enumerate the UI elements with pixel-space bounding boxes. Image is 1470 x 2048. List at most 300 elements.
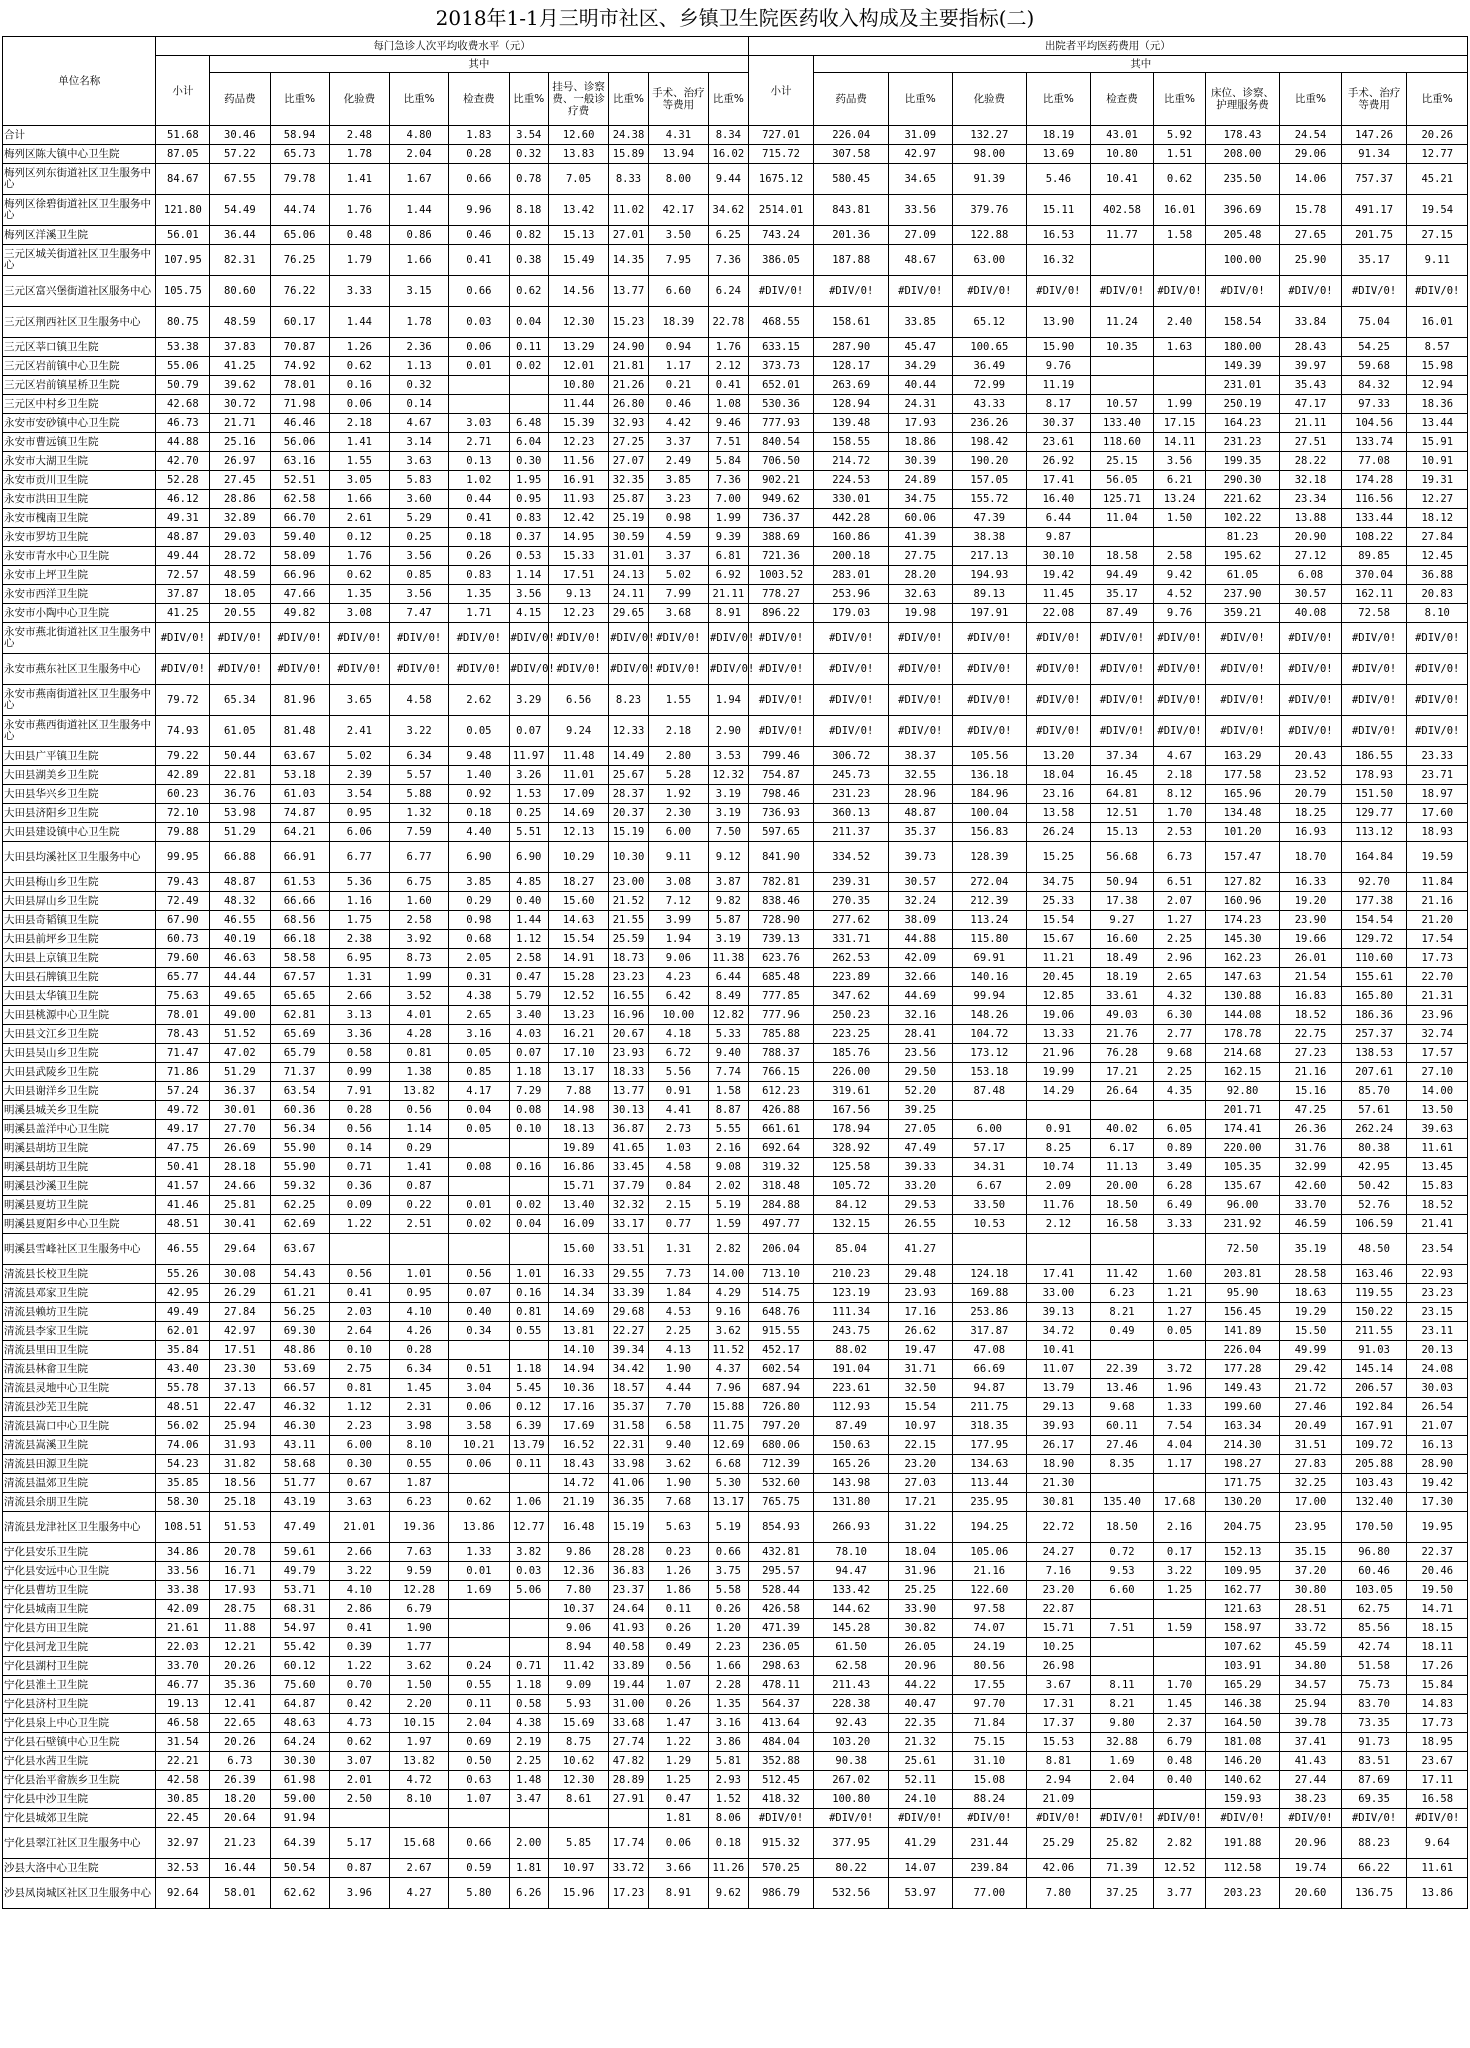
value-cell: #DIV/0! [888,685,952,716]
value-cell: 57.22 [210,145,270,164]
value-cell: 58.58 [270,949,329,968]
value-cell: 3.29 [509,685,548,716]
value-cell: 23.95 [1280,1512,1341,1543]
value-cell: 5.56 [648,1063,708,1082]
value-cell: 14.49 [609,747,648,766]
value-cell: 15.90 [1027,338,1091,357]
value-cell: 11.04 [1090,509,1154,528]
value-cell: 20.78 [210,1543,270,1562]
table-row [3,1322,1468,1341]
value-cell: 14.34 [548,1284,608,1303]
value-cell: 1.14 [509,566,548,585]
value-cell: 0.44 [449,490,509,509]
value-cell: 14.10 [548,1341,608,1360]
unit-name-cell: 合计 [3,126,156,145]
value-cell: 62.58 [270,490,329,509]
value-cell: 21.41 [1407,1215,1468,1234]
table-row [3,968,1468,987]
value-cell: 8.10 [1407,604,1468,623]
value-cell: 1.35 [449,585,509,604]
value-cell: 8.91 [648,1878,708,1909]
value-cell: 18.13 [548,1120,608,1139]
value-cell: 31.76 [1280,1139,1341,1158]
table-row [3,307,1468,338]
unit-name-cell: 宁化县城南卫生院 [3,1600,156,1619]
value-cell: 18.15 [1407,1619,1468,1638]
value-cell [1090,357,1154,376]
value-cell: #DIV/0! [449,654,509,685]
unit-name-cell: 宁化县淮土卫生院 [3,1676,156,1695]
value-cell: 87.69 [1341,1771,1407,1790]
value-cell: 47.17 [1280,395,1341,414]
value-cell: 12.52 [1154,1859,1206,1878]
value-cell: 4.53 [648,1303,708,1322]
value-cell: #DIV/0! [270,654,329,685]
value-cell: 1.83 [449,126,509,145]
value-cell: 7.68 [648,1493,708,1512]
value-cell: 125.71 [1090,490,1154,509]
value-cell: 66.66 [270,892,329,911]
value-cell: 28.72 [210,547,270,566]
value-cell: 18.39 [648,307,708,338]
value-cell: 53.69 [270,1360,329,1379]
value-cell [952,1101,1027,1120]
value-cell: 12.77 [1407,145,1468,164]
value-cell: 2.01 [329,1771,389,1790]
value-cell: 164.23 [1205,414,1280,433]
value-cell: #DIV/0! [509,654,548,685]
unit-name-cell: 大田县广平镇卫生院 [3,747,156,766]
value-cell: 5.79 [509,987,548,1006]
value-cell: 9.80 [1090,1714,1154,1733]
value-cell: 29.03 [210,528,270,547]
value-cell: 22.45 [156,1809,210,1828]
unit-name-cell: 永安市燕南街道社区卫生服务中心 [3,685,156,716]
value-cell: 33.70 [1280,1196,1341,1215]
value-cell: 0.03 [449,307,509,338]
value-cell: 7.51 [709,433,749,452]
value-cell: 777.85 [748,987,814,1006]
value-cell: 19.13 [156,1695,210,1714]
table-row [3,145,1468,164]
value-cell: 205.88 [1341,1455,1407,1474]
table-row [3,1120,1468,1139]
value-cell: 1.55 [648,685,708,716]
value-cell: 51.68 [156,126,210,145]
value-cell: 7.63 [390,1543,449,1562]
value-cell: 34.42 [609,1360,648,1379]
value-cell [1027,1101,1091,1120]
value-cell: 26.69 [210,1139,270,1158]
value-cell: 7.59 [390,823,449,842]
value-cell: 63.00 [952,245,1027,276]
value-cell: 23.30 [210,1360,270,1379]
value-cell: 121.63 [1205,1600,1280,1619]
value-cell: 165.26 [814,1455,889,1474]
value-cell: 19.98 [888,604,952,623]
value-cell: 48.51 [156,1398,210,1417]
value-cell: 413.64 [748,1714,814,1733]
value-cell: 21.30 [1027,1474,1091,1493]
value-cell: 530.36 [748,395,814,414]
value-cell: 3.63 [329,1493,389,1512]
value-cell: 27.45 [210,471,270,490]
value-cell: 949.62 [748,490,814,509]
value-cell: 178.94 [814,1120,889,1139]
value-cell: 29.65 [609,604,648,623]
value-cell: 145.14 [1341,1360,1407,1379]
value-cell: 21.16 [1407,892,1468,911]
value-cell: 8.87 [709,1101,749,1120]
value-cell: 5.46 [1027,164,1091,195]
value-cell: 23.61 [1027,433,1091,452]
value-cell: 1.41 [329,164,389,195]
value-cell: 15.19 [609,823,648,842]
value-cell: 158.54 [1205,307,1280,338]
value-cell: 106.59 [1341,1215,1407,1234]
value-cell: #DIV/0! [449,623,509,654]
value-cell: 0.55 [509,1322,548,1341]
value-cell: 8.94 [548,1638,608,1657]
value-cell: 6.25 [709,226,749,245]
value-cell: 11.21 [1027,949,1091,968]
value-cell: 0.37 [509,528,548,547]
value-cell: 74.06 [156,1436,210,1455]
value-cell: #DIV/0! [210,654,270,685]
value-cell: 15.19 [609,1512,648,1543]
value-cell: 478.11 [748,1676,814,1695]
value-cell: 28.51 [1280,1600,1341,1619]
value-cell: 788.37 [748,1044,814,1063]
unit-name-cell: 永安市上坪卫生院 [3,566,156,585]
value-cell: 15.83 [1407,1177,1468,1196]
table-row [3,1284,1468,1303]
value-cell: 21.16 [952,1562,1027,1581]
value-cell: 0.32 [390,376,449,395]
value-cell: 1.76 [329,547,389,566]
value-cell: 1.96 [1154,1379,1206,1398]
value-cell [509,1341,548,1360]
value-cell: 88.24 [952,1790,1027,1809]
value-cell: 597.65 [748,823,814,842]
value-cell: 14.56 [548,276,608,307]
value-cell: 245.73 [814,766,889,785]
value-cell: 140.62 [1205,1771,1280,1790]
value-cell: 19.42 [1027,566,1091,585]
value-cell: 11.07 [1027,1360,1091,1379]
value-cell: 564.37 [748,1695,814,1714]
value-cell: 34.62 [709,195,749,226]
value-cell: 277.62 [814,911,889,930]
value-cell: 14.94 [548,1360,608,1379]
value-cell: 17.21 [888,1493,952,1512]
value-cell [1154,1657,1206,1676]
value-cell: 211.37 [814,823,889,842]
value-cell: 34.86 [156,1543,210,1562]
value-cell: 6.00 [952,1120,1027,1139]
value-cell: 12.30 [548,307,608,338]
value-cell: 128.17 [814,357,889,376]
value-cell: 0.23 [648,1543,708,1562]
value-cell: 3.23 [648,490,708,509]
inpatient-subtotal-header: 小计 [748,56,814,126]
value-cell: 843.81 [814,195,889,226]
value-cell: 0.12 [329,528,389,547]
table-row [3,566,1468,585]
value-cell: 1.53 [509,785,548,804]
value-cell: 236.05 [748,1638,814,1657]
value-cell: 2.16 [1154,1512,1206,1543]
value-cell: 3.16 [709,1714,749,1733]
value-cell: 0.03 [509,1562,548,1581]
value-cell: #DIV/0! [156,623,210,654]
value-cell: 0.83 [449,566,509,585]
value-cell: 34.57 [1280,1676,1341,1695]
value-cell: 0.24 [449,1657,509,1676]
value-cell: 27.44 [1280,1771,1341,1790]
value-cell: 8.34 [709,126,749,145]
value-cell: 257.37 [1341,1025,1407,1044]
table-row [3,509,1468,528]
value-cell: 27.75 [888,547,952,566]
value-cell: 1.67 [390,164,449,195]
value-cell: 17.31 [1027,1695,1091,1714]
value-cell: 1.45 [1154,1695,1206,1714]
table-row [3,1562,1468,1581]
unit-name-cell: 清流县长校卫生院 [3,1265,156,1284]
value-cell: 491.17 [1341,195,1407,226]
value-cell: 239.31 [814,873,889,892]
value-cell: 15.71 [1027,1619,1091,1638]
value-cell: #DIV/0! [648,654,708,685]
value-cell: #DIV/0! [548,654,608,685]
value-cell: 13.77 [609,1082,648,1101]
value-cell: 18.57 [609,1379,648,1398]
value-cell: 16.21 [548,1025,608,1044]
value-cell: 307.58 [814,145,889,164]
unit-name-cell: 永安市罗坊卫生院 [3,528,156,547]
value-cell: 1.44 [390,195,449,226]
value-cell: 56.25 [270,1303,329,1322]
value-cell: 319.32 [748,1158,814,1177]
unit-name-cell: 清流县田源卫生院 [3,1455,156,1474]
value-cell: 2.25 [1154,1063,1206,1082]
value-cell: 14.35 [609,245,648,276]
value-cell [390,1234,449,1265]
value-cell: 0.16 [509,1158,548,1177]
value-cell: 32.35 [609,471,648,490]
value-cell: 157.05 [952,471,1027,490]
value-cell: 8.23 [609,685,648,716]
value-cell: #DIV/0! [814,276,889,307]
value-cell: 207.61 [1341,1063,1407,1082]
value-cell: 6.21 [1154,471,1206,490]
value-cell: 36.49 [952,357,1027,376]
value-cell: 31.58 [609,1417,648,1436]
value-cell: 57.61 [1341,1101,1407,1120]
value-cell: 17.23 [609,1878,648,1909]
value-cell: 79.43 [156,873,210,892]
value-cell: 6.56 [548,685,608,716]
value-cell: #DIV/0! [888,1809,952,1828]
value-cell: 21.09 [1027,1790,1091,1809]
value-cell: 13.77 [609,276,648,307]
value-cell: 7.91 [329,1082,389,1101]
value-cell: 1.77 [390,1638,449,1657]
table-row [3,585,1468,604]
value-cell: 243.75 [814,1322,889,1341]
value-cell: 347.62 [814,987,889,1006]
value-cell: 29.55 [609,1265,648,1284]
value-cell: 9.86 [548,1543,608,1562]
value-cell: 13.58 [1027,804,1091,823]
value-cell: 0.95 [390,1284,449,1303]
value-cell: 32.88 [1090,1733,1154,1752]
table-row [3,716,1468,747]
value-cell: 42.89 [156,766,210,785]
value-cell: 21.23 [210,1828,270,1859]
value-cell: 4.37 [709,1360,749,1379]
value-cell: 3.99 [648,911,708,930]
value-cell: #DIV/0! [1027,623,1091,654]
value-cell [509,1619,548,1638]
value-cell: 1.16 [329,892,389,911]
value-cell: 48.87 [888,804,952,823]
value-cell: 87.49 [1090,604,1154,623]
value-cell: 55.42 [270,1638,329,1657]
value-cell: 27.05 [888,1120,952,1139]
value-cell: 15.54 [1027,911,1091,930]
value-cell: 36.88 [1407,566,1468,585]
value-cell: 2.96 [1154,949,1206,968]
value-cell: 295.57 [748,1562,814,1581]
value-cell: #DIV/0! [1090,623,1154,654]
value-cell: 0.01 [449,1196,509,1215]
value-cell: 33.72 [609,1859,648,1878]
value-cell: 15.78 [1280,195,1341,226]
value-cell: 231.44 [952,1828,1027,1859]
value-cell: 15.71 [548,1177,608,1196]
value-cell [1090,1600,1154,1619]
value-cell: 1.29 [648,1752,708,1771]
value-cell: 87.05 [156,145,210,164]
value-cell: 39.93 [1027,1417,1091,1436]
value-cell: 0.11 [509,1455,548,1474]
value-cell: 1.97 [390,1733,449,1752]
value-cell: 155.72 [952,490,1027,509]
value-cell: 9.24 [548,716,608,747]
value-cell: 152.13 [1205,1543,1280,1562]
value-cell: 30.80 [1280,1581,1341,1600]
value-cell: 72.58 [1341,604,1407,623]
value-cell: 32.66 [888,968,952,987]
value-cell: 6.60 [1090,1581,1154,1600]
value-cell: 5.28 [648,766,708,785]
value-cell: 226.04 [814,126,889,145]
value-cell: 55.90 [270,1158,329,1177]
value-cell: 0.99 [329,1063,389,1082]
value-cell: 31.51 [1280,1436,1341,1455]
value-cell: 46.46 [270,414,329,433]
value-cell: 19.50 [1407,1581,1468,1600]
value-cell: 89.13 [952,585,1027,604]
value-cell: 2.12 [709,357,749,376]
table-row [3,276,1468,307]
value-cell: 16.01 [1407,307,1468,338]
value-cell: 15.39 [548,414,608,433]
value-cell: 1.27 [1154,1303,1206,1322]
value-cell: 69.30 [270,1322,329,1341]
value-cell: 27.51 [1280,433,1341,452]
value-cell: 1.52 [709,1790,749,1809]
value-cell: 0.70 [329,1676,389,1695]
value-cell: 132.27 [952,126,1027,145]
value-cell: 24.11 [609,585,648,604]
value-cell: 1.08 [709,395,749,414]
value-cell: 6.23 [390,1493,449,1512]
value-cell: 1.79 [329,245,389,276]
value-cell: 0.81 [390,1044,449,1063]
value-cell: 23.11 [1407,1322,1468,1341]
value-cell: 35.43 [1280,376,1341,395]
value-cell: 40.19 [210,930,270,949]
table-row [3,1436,1468,1455]
value-cell: 1.66 [709,1657,749,1676]
value-cell [952,1234,1027,1265]
unit-name-cell: 宁化县安乐卫生院 [3,1543,156,1562]
value-cell: 12.32 [709,766,749,785]
value-cell: #DIV/0! [1154,276,1206,307]
value-cell: 80.75 [156,307,210,338]
value-cell: 16.60 [1090,930,1154,949]
value-cell: 3.77 [1154,1878,1206,1909]
table-row [3,1417,1468,1436]
value-cell: 129.77 [1341,804,1407,823]
value-cell: 51.52 [210,1025,270,1044]
value-cell: 75.73 [1341,1676,1407,1695]
value-cell: 0.11 [509,338,548,357]
value-cell [449,1809,509,1828]
value-cell [509,1177,548,1196]
value-cell: 0.71 [509,1657,548,1676]
value-cell: 103.91 [1205,1657,1280,1676]
value-cell: 33.20 [888,1177,952,1196]
value-cell: 3.72 [1154,1360,1206,1379]
value-cell: 27.12 [1280,547,1341,566]
value-cell [1154,245,1206,276]
value-cell [509,376,548,395]
value-cell: 32.25 [1280,1474,1341,1493]
value-cell: 71.86 [156,1063,210,1082]
value-cell: #DIV/0! [952,276,1027,307]
unit-name-cell: 宁化县泉上中心卫生院 [3,1714,156,1733]
value-cell: 171.75 [1205,1474,1280,1493]
value-cell: 4.40 [449,823,509,842]
value-cell: 16.93 [1280,823,1341,842]
value-cell: 6.81 [709,547,749,566]
value-cell: 388.69 [748,528,814,547]
value-cell: 24.10 [888,1790,952,1809]
value-cell: 4.72 [390,1771,449,1790]
value-cell: 16.53 [1027,226,1091,245]
value-cell: 9.42 [1154,566,1206,585]
value-cell: 13.50 [1407,1101,1468,1120]
value-cell: 1.87 [390,1474,449,1493]
value-cell: 33.61 [1090,987,1154,1006]
value-cell: 23.15 [1407,1303,1468,1322]
value-cell: 192.84 [1341,1398,1407,1417]
value-cell: 13.17 [548,1063,608,1082]
